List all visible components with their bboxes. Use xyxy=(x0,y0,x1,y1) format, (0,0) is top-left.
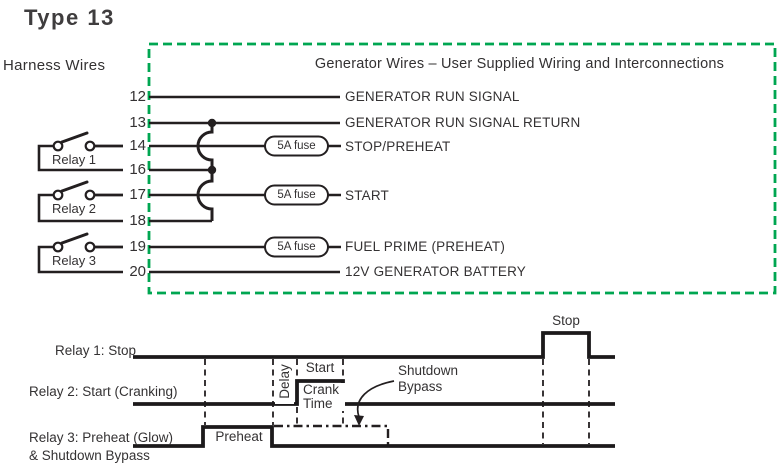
arrow-curve xyxy=(358,381,394,417)
relay-1-trace xyxy=(133,333,615,357)
relay-2-blade xyxy=(62,182,87,191)
wire-number-12: 12 xyxy=(129,88,146,105)
timing-row-relay1-label: Relay 1: Stop xyxy=(55,343,137,358)
relay-3-contact-right xyxy=(86,243,95,252)
wire-label-stop-preheat: STOP/PREHEAT xyxy=(345,139,451,154)
wire-label-generator-run-signal-return: GENERATOR RUN SIGNAL RETURN xyxy=(345,115,581,130)
timing-traces xyxy=(133,333,615,446)
stop-pulse-label: Stop xyxy=(552,313,580,328)
wire-number-14: 14 xyxy=(129,137,146,154)
generator-box-border xyxy=(149,44,775,293)
relay-3-label: Relay 3 xyxy=(51,253,97,268)
shutdown-bypass-label xyxy=(398,363,458,395)
wire-label-generator-run-signal: GENERATOR RUN SIGNAL xyxy=(345,89,520,104)
preheat-pulse-label: Preheat xyxy=(215,429,263,444)
wire-number-16: 16 xyxy=(129,161,146,178)
arrowhead xyxy=(354,415,364,426)
harness-wires-label: Harness Wires xyxy=(3,57,106,74)
relay-3-blade xyxy=(62,234,87,243)
relay-2-contact-right xyxy=(86,191,95,200)
crank-time-label xyxy=(300,383,345,411)
wire-label-12v-generator-battery: 12V GENERATOR BATTERY xyxy=(345,264,526,279)
fuse-label-wire19: 5A fuse xyxy=(277,241,316,253)
wire-number-17: 17 xyxy=(129,186,146,203)
timing-row-relay2-label: Relay 2: Start (Cranking) xyxy=(29,384,178,399)
relay-1-label: Relay 1 xyxy=(51,152,97,167)
start-pulse-label: Start xyxy=(299,360,341,375)
crank-time-line2: Time xyxy=(303,396,333,411)
relay-1-contact-left xyxy=(54,142,63,151)
relay-1-contact-right xyxy=(86,142,95,151)
shutdown-bypass-line1: Shutdown xyxy=(398,363,459,378)
page-title: Type 13 xyxy=(24,5,115,30)
generator-box-title: Generator Wires – User Supplied Wiring and Interconnections xyxy=(314,56,725,72)
timing-row-relay3-label-line2: & Shutdown Bypass xyxy=(29,448,150,463)
fuse-label-wire17: 5A fuse xyxy=(277,189,316,201)
crank-time-line1: Crank xyxy=(303,382,340,397)
shutdown-bypass-line2: Bypass xyxy=(398,379,443,394)
timing-row-relay3-label-line1: Relay 3: Preheat (Glow) xyxy=(29,430,174,445)
wire-number-18: 18 xyxy=(129,212,146,229)
delay-label: Delay xyxy=(275,359,294,404)
wire-label-fuel-prime-preheat: FUEL PRIME (PREHEAT) xyxy=(345,239,506,254)
wire-number-19: 19 xyxy=(129,238,146,255)
wire-number-13: 13 xyxy=(129,114,146,131)
junction-dot-wire16 xyxy=(208,166,216,174)
shutdown-bypass-dashed-line xyxy=(274,426,388,445)
relay-2-label: Relay 2 xyxy=(51,201,97,216)
relay-3-contact-left xyxy=(54,243,63,252)
relay-2-contact-left xyxy=(54,191,63,200)
wire-number-20: 20 xyxy=(129,263,146,280)
junction-dot-wire13 xyxy=(208,119,216,127)
relay-1-blade xyxy=(62,133,87,142)
fuse-label-wire14: 5A fuse xyxy=(277,140,316,152)
wire-label-start: START xyxy=(345,188,390,203)
